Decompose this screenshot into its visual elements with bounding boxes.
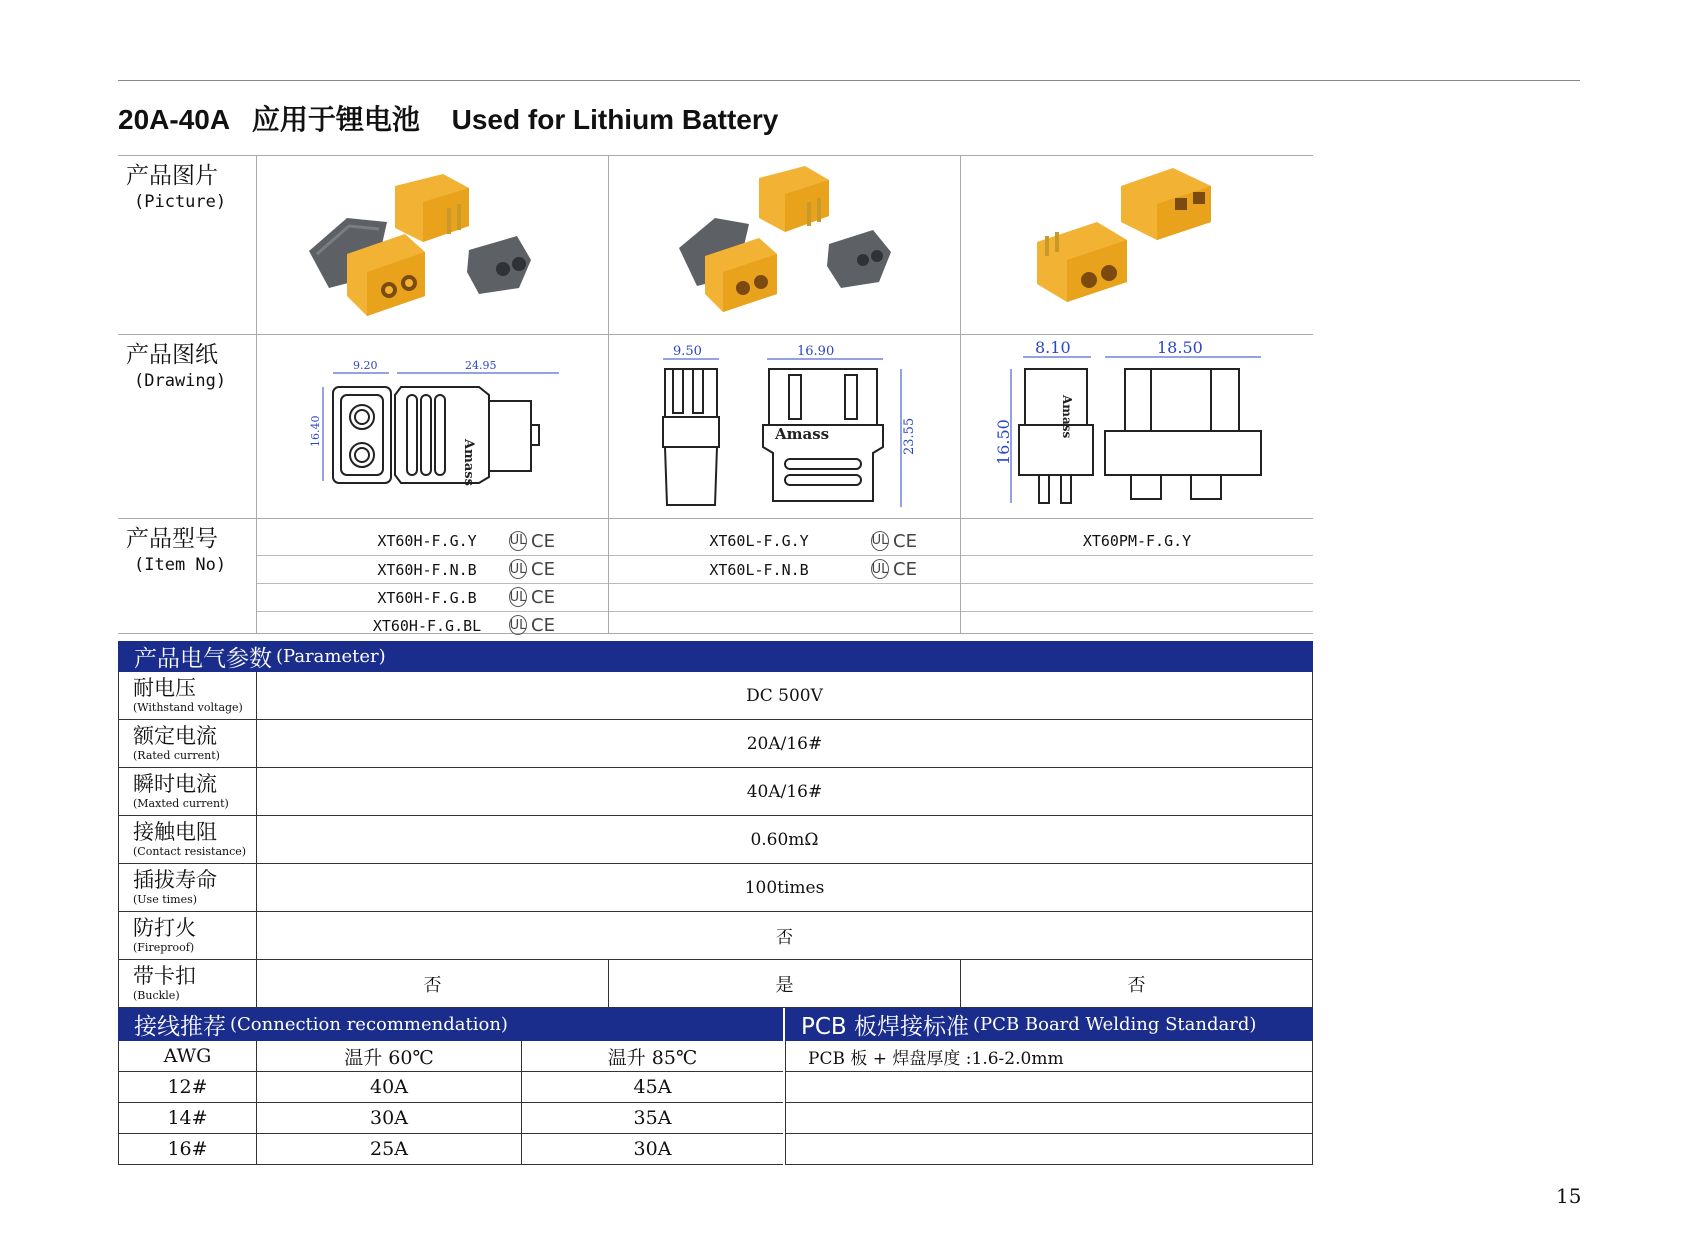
xt60h-drawing (257, 335, 609, 519)
drawing-xt60h (256, 335, 608, 518)
cert-marks (509, 615, 555, 636)
awg-header: AWG (119, 1041, 257, 1071)
drawing-xt60pm (960, 335, 1313, 518)
awg-row (119, 1103, 783, 1134)
item-label-en: (Item No) (134, 555, 227, 575)
connection-title-cn: 接线推荐 (134, 1014, 226, 1040)
item-code: XT60PM-F.G.Y (1082, 532, 1192, 550)
temp85-cell: 35A (633, 1107, 672, 1129)
parameter-label-cn: 瞬时电流 (133, 772, 217, 796)
item-col-xt60l (608, 519, 960, 633)
item-line (961, 611, 1313, 639)
cert-marks (509, 587, 555, 608)
parameter-header (118, 641, 1313, 672)
item-line (609, 583, 960, 611)
parameter-label (119, 864, 257, 911)
top-rule (118, 80, 1580, 81)
parameter-row (119, 672, 1312, 720)
xt60l-dim-w1: 9.50 (673, 344, 702, 359)
ul-mark-icon: UL (509, 615, 527, 635)
parameter-label-en: (Use times) (133, 893, 198, 906)
parameter-label-cn: 耐电压 (133, 676, 196, 700)
temp85-cell: 45A (633, 1076, 672, 1098)
bottom-section (118, 1008, 1313, 1165)
awg-row (119, 1134, 783, 1165)
ul-mark-icon: UL (509, 559, 527, 579)
item-line (257, 583, 608, 611)
xt60h-brand: Amass (461, 439, 476, 486)
temp85-cell: 30A (633, 1138, 672, 1160)
heading-range: 20A-40A (118, 104, 231, 135)
picture-xt60l (608, 156, 960, 334)
drawing-row (118, 335, 1313, 519)
parameter-label-en: (Fireproof) (133, 941, 195, 954)
item-line (257, 527, 608, 555)
parameter-row (119, 864, 1312, 912)
picture-row (118, 155, 1313, 335)
buckle-label-cn: 带卡扣 (133, 964, 196, 988)
item-col-xt60h (256, 519, 608, 636)
xt60l-dim-h: 23.55 (902, 417, 917, 455)
parameter-title-cn: 产品电气参数 (134, 646, 272, 672)
ce-mark-icon: CE (531, 559, 555, 580)
item-line (257, 611, 608, 639)
buckle-row (119, 960, 1312, 1008)
ce-mark-icon: CE (531, 530, 555, 552)
parameter-label (119, 672, 257, 719)
parameter-value: 40A/16# (746, 781, 823, 802)
parameter-value: 0.60mΩ (750, 829, 819, 850)
awg-table (118, 1041, 783, 1165)
parameter-label-cn: 插拔寿命 (133, 868, 217, 892)
connection-section (118, 1008, 783, 1165)
xt60h-connector-image (257, 156, 609, 336)
heading-title-en: Used for Lithium Battery (451, 104, 779, 135)
picture-label (118, 156, 256, 334)
ul-mark-icon: UL (509, 531, 527, 551)
parameter-title-en: (Parameter) (276, 646, 386, 667)
pcb-empty-row (786, 1103, 1312, 1134)
drawing-label-cn: 产品图纸 (126, 342, 218, 368)
item-code: XT60H-F.G.B (377, 588, 477, 607)
temp60-cell: 40A (257, 1072, 522, 1102)
xt60pm-brand: Amass (1060, 395, 1074, 439)
yellow-socket (759, 166, 829, 232)
temp85-header: 温升 85℃ (607, 1046, 698, 1069)
parameter-label-en: (Maxted current) (133, 797, 229, 810)
parameter-value: 否 (776, 928, 793, 948)
xt60l-drawing (609, 335, 961, 519)
item-code: XT60H-F.G.Y (377, 532, 477, 550)
pcb-table (785, 1041, 1313, 1165)
parameter-label-en: (Rated current) (133, 749, 220, 762)
parameter-label-cn: 接触电阻 (133, 820, 217, 844)
xt60pm-dim-h: 16.50 (994, 419, 1013, 465)
grey-cap-right (467, 236, 531, 294)
xt60pm-drawing (961, 335, 1314, 519)
parameter-row (119, 816, 1312, 864)
xt60h-dim-w1: 9.20 (353, 359, 378, 372)
temp60-cell: 30A (257, 1103, 522, 1133)
yellow-socket-back (1121, 168, 1211, 240)
item-line (961, 555, 1313, 583)
temp60-cell: 25A (257, 1134, 522, 1164)
picture-label-cn: 产品图片 (126, 163, 218, 189)
picture-xt60h (256, 156, 608, 334)
awg-header-row (119, 1041, 783, 1072)
parameter-label (119, 912, 257, 959)
picture-label-en: (Picture) (134, 192, 227, 212)
ul-mark-icon: UL (871, 559, 889, 579)
item-line (961, 583, 1313, 611)
page-number: 15 (1556, 1184, 1582, 1208)
awg-cell: 16# (119, 1134, 257, 1164)
buckle-value-xt60l: 是 (609, 960, 961, 1007)
pcb-section (783, 1008, 1313, 1165)
buckle-value-xt60h: 否 (257, 960, 609, 1007)
item-code: XT60L-F.N.B (709, 560, 809, 579)
ce-mark-icon: CE (893, 559, 917, 580)
xt60pm-dim-w1: 8.10 (1035, 338, 1071, 357)
picture-xt60pm (960, 156, 1313, 334)
item-line (609, 611, 960, 639)
item-line (609, 527, 960, 555)
drawing-label (118, 335, 256, 518)
ce-mark-icon: CE (531, 587, 555, 608)
parameter-label (119, 768, 257, 815)
xt60l-brand: Amass (775, 425, 830, 443)
parameter-label-cn: 额定电流 (133, 724, 217, 748)
yellow-socket-front (1037, 222, 1127, 302)
parameter-row (119, 720, 1312, 768)
page-heading (118, 98, 778, 138)
xt60l-connector-image (609, 156, 961, 336)
pcb-title-cn: PCB 板焊接标准 (801, 1014, 970, 1040)
xt60h-dim-w2: 24.95 (465, 359, 497, 372)
cert-marks (509, 531, 555, 552)
cert-marks (871, 531, 917, 552)
connection-header (118, 1008, 783, 1041)
item-label (118, 519, 256, 633)
item-code: XT60H-F.G.BL (372, 616, 482, 635)
parameter-row (119, 768, 1312, 816)
parameter-label-cn: 防打火 (133, 916, 196, 940)
connection-title-en: (Connection recommendation) (230, 1014, 508, 1035)
item-col-xt60pm (960, 519, 1313, 633)
spec-sheet (118, 155, 1313, 1165)
awg-cell: 12# (119, 1072, 257, 1102)
temp60-header: 温升 60℃ (257, 1041, 522, 1071)
parameter-row (119, 912, 1312, 960)
pcb-header (785, 1008, 1313, 1041)
cert-marks (871, 559, 917, 580)
ce-mark-icon: CE (893, 530, 917, 552)
item-line (961, 527, 1313, 555)
parameter-value: 20A/16# (746, 733, 823, 754)
parameter-value: DC 500V (746, 685, 823, 706)
item-no-row (118, 519, 1313, 634)
awg-cell: 14# (119, 1103, 257, 1133)
item-label-cn: 产品型号 (126, 526, 218, 552)
pcb-text-row: PCB 板 + 焊盘厚度 :1.6-2.0mm (786, 1041, 1312, 1072)
ce-mark-icon: CE (531, 615, 555, 636)
pcb-empty-row (786, 1072, 1312, 1103)
ul-mark-icon: UL (509, 587, 527, 607)
xt60pm-dim-w2: 18.50 (1157, 338, 1203, 357)
drawing-xt60l (608, 335, 960, 518)
awg-row (119, 1072, 783, 1103)
parameter-label-en: (Contact resistance) (133, 845, 247, 858)
xt60pm-connector-image (961, 156, 1314, 336)
item-line (257, 555, 608, 583)
item-code: XT60L-F.G.Y (709, 532, 809, 550)
item-code: XT60H-F.N.B (377, 560, 477, 579)
buckle-label-en: (Buckle) (133, 989, 180, 1002)
pcb-empty-row (786, 1134, 1312, 1165)
parameter-label (119, 960, 257, 1007)
cert-marks (509, 559, 555, 580)
parameter-label-en: (Withstand voltage) (133, 701, 243, 714)
drawing-label-en: (Drawing) (134, 371, 227, 391)
xt60h-dim-h: 16.40 (309, 415, 322, 447)
parameter-label (119, 720, 257, 767)
parameter-label (119, 816, 257, 863)
parameter-table (118, 672, 1313, 1008)
yellow-socket (395, 174, 469, 242)
pcb-title-en: (PCB Board Welding Standard) (973, 1014, 1257, 1035)
grey-cap-right (827, 230, 891, 288)
ul-mark-icon: UL (871, 531, 889, 551)
item-line (609, 555, 960, 583)
xt60l-dim-w2: 16.90 (797, 344, 835, 359)
heading-title-cn: 应用于锂电池 (251, 104, 420, 135)
parameter-value: 100times (744, 877, 825, 898)
buckle-value-xt60pm: 否 (1127, 974, 1146, 996)
